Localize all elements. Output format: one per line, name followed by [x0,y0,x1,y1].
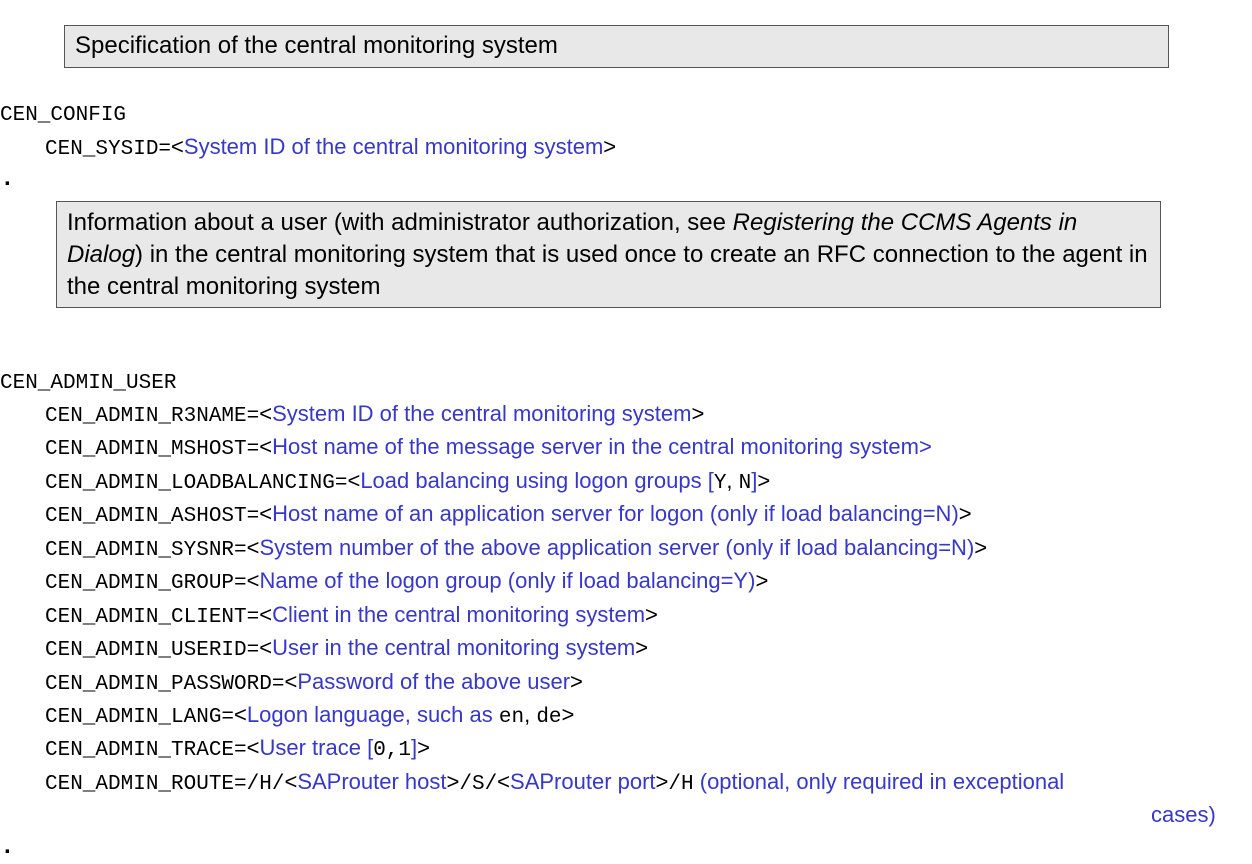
admin-line-ashost: CEN_ADMIN_ASHOST=<Host name of an application server for logon (only if load balancing=N)> [45,501,972,528]
cen-sysid-line: CEN_SYSID=<System ID of the central monitoring system> [45,134,617,161]
admin-line-password: CEN_ADMIN_PASSWORD=<Password of the above user> [45,669,583,696]
note-box-central-system [64,25,1169,68]
admin-line-trace: CEN_ADMIN_TRACE=<User trace [0,1]> [45,735,430,762]
admin-line-group: CEN_ADMIN_GROUP=<Name of the logon group (only if load balancing=Y)> [45,568,769,595]
admin-line-client: CEN_ADMIN_CLIENT=<Client in the central monitoring system> [45,602,658,629]
section-end-dot: . [4,164,11,191]
cen-config-header: CEN_CONFIG [0,104,127,127]
note-box-admin-user: Information about a user (with administrator authorization, see Registering the CCMS Agents in Dialog) in the central monitoring system that is used once to create an RFC connection to the agent in the central monitoring system [56,201,1161,308]
admin-line-r3name: CEN_ADMIN_R3NAME=<System ID of the central monitoring system> [45,401,705,428]
note-link-text: Registering the CCMS Agents in Dialog [67,209,1078,268]
route-note-continuation: cases) [1151,802,1216,827]
note-text: Specification of the central monitoring system [75,32,558,59]
admin-line-loadbalancing: CEN_ADMIN_LOADBALANCING=<Load balancing using logon groups [Y, N]> [45,468,771,495]
admin-line-lang: CEN_ADMIN_LANG=<Logon language, such as en, de> [45,702,575,729]
cen-admin-user-header: CEN_ADMIN_USER [0,372,177,395]
admin-line-route: CEN_ADMIN_ROUTE=/H/<SAProuter host>/S/<SAProuter port>/H (optional, only required in exceptional [45,769,1065,796]
admin-line-sysnr: CEN_ADMIN_SYSNR=<System number of the above application server (only if load balancing=N)> [45,535,988,562]
admin-line-userid: CEN_ADMIN_USERID=<User in the central monitoring system> [45,635,649,662]
admin-line-mshost: CEN_ADMIN_MSHOST=<Host name of the message server in the central monitoring system> [45,434,932,461]
section-end-dot-2: . [4,832,11,859]
